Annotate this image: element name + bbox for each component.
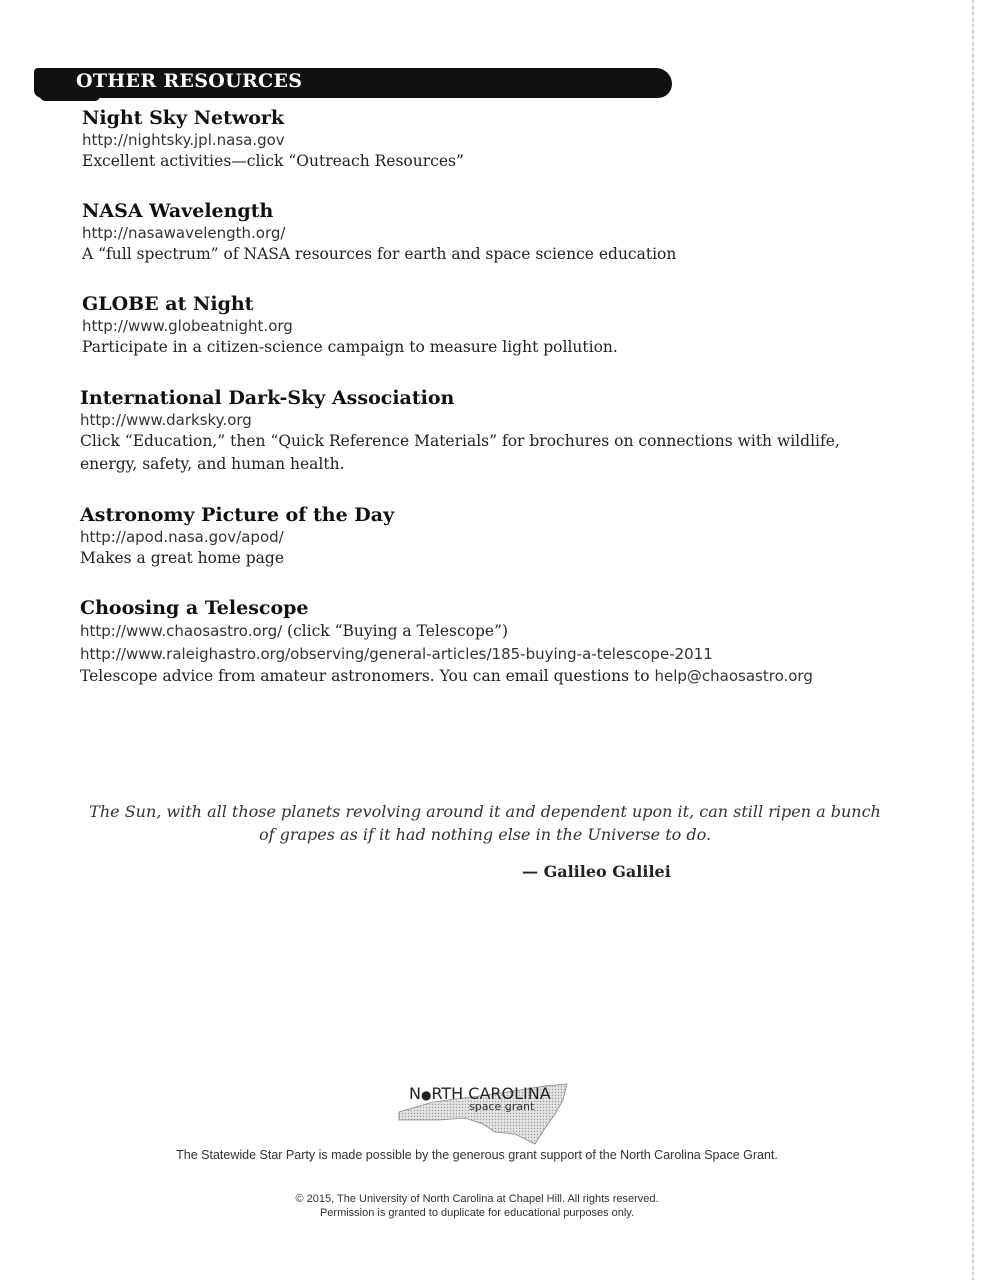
resource-url[interactable]: http://nightsky.jpl.nasa.gov [82, 131, 285, 149]
logo-line2: space grant [469, 1100, 535, 1113]
resource-apod [80, 503, 394, 570]
copyright-line: © 2015, The University of North Carolina at Chapel Hill. All rights reserved. [295, 1193, 659, 1205]
resource-description-line [80, 665, 880, 688]
resource-description: Click “Education,” then “Quick Reference Materials” for brochures on connections with wildlife, energy, safety, and human health. [80, 432, 840, 473]
header-swoosh [40, 96, 100, 101]
resource-name: Night Sky Network [82, 107, 285, 129]
resource-choosing-telescope [80, 596, 880, 688]
quote-text: The Sun, with all those planets revolving around it and dependent upon it, can still ripen a bunch of grapes as if it had nothing else in the Universe to do. [89, 802, 881, 844]
resource-name: Choosing a Telescope [80, 597, 309, 619]
resource-name: International Dark-Sky Association [80, 387, 455, 409]
resource-nasa-wavelength [82, 199, 676, 266]
page-edge-line [972, 0, 974, 1280]
resource-url-line [80, 620, 880, 643]
resource-url-secondary[interactable]: http://www.raleighastro.org/observing/general-articles/185-buying-a-telescope-2011 [80, 645, 713, 663]
footer-credit: The Statewide Star Party is made possible by the generous grant support of the North Carolina Space Grant. [176, 1148, 778, 1162]
resource-url[interactable]: http://www.globeatnight.org [82, 317, 293, 335]
resource-name: NASA Wavelength [82, 200, 274, 222]
resource-description: Excellent activities—click “Outreach Resources” [82, 152, 464, 170]
resource-url[interactable]: http://www.darksky.org [80, 411, 252, 429]
section-header-bar [34, 68, 672, 98]
resource-description: Telescope advice from amateur astronomers. You can email questions to [80, 667, 650, 685]
footer-copyright [0, 1192, 954, 1220]
resource-email[interactable]: help@chaosastro.org [654, 667, 813, 685]
resource-name: Astronomy Picture of the Day [80, 504, 395, 526]
resource-url[interactable]: http://apod.nasa.gov/apod/ [80, 528, 284, 546]
resource-description: Makes a great home page [80, 549, 284, 567]
nc-space-grant-logo [395, 1070, 575, 1148]
resource-night-sky-network [82, 106, 464, 173]
resource-url[interactable]: http://www.chaosastro.org/ [80, 622, 283, 640]
section-title: OTHER RESOURCES [76, 70, 303, 92]
logo-line1: N●RTH CAROLINA [409, 1084, 551, 1103]
resource-url-note: (click “Buying a Telescope”) [286, 622, 509, 640]
quote-attribution: — Galileo Galilei [522, 862, 671, 881]
resource-globe-at-night [82, 292, 618, 359]
permission-line: Permission is granted to duplicate for educational purposes only. [319, 1207, 635, 1219]
resource-dark-sky-association [80, 386, 880, 476]
resource-description: Participate in a citizen-science campaign to measure light pollution. [82, 338, 618, 356]
resource-url[interactable]: http://nasawavelength.org/ [82, 224, 286, 242]
resource-name: GLOBE at Night [82, 293, 254, 315]
resource-description: A “full spectrum” of NASA resources for earth and space science education [82, 245, 677, 263]
